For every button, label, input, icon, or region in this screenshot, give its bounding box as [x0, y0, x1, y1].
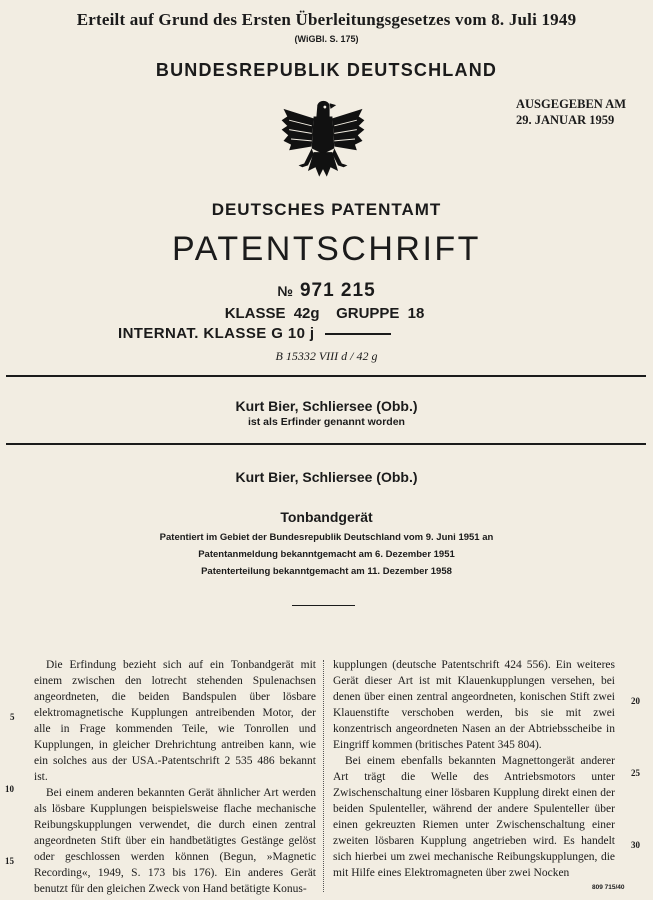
line-number: 20	[631, 696, 640, 706]
file-reference: B 15332 VIII d / 42 g	[275, 349, 378, 363]
federal-eagle-icon	[276, 92, 370, 186]
line-number: 25	[631, 768, 640, 778]
date-line-1: Patentiert im Gebiet der Bundesrepublik Deutschland vom 9. Juni 1951 an	[159, 532, 494, 543]
print-code: 809 715/40	[592, 884, 625, 891]
divider-top	[6, 375, 646, 377]
issue-date-block	[516, 96, 626, 128]
inventor-note: ist als Erfinder genannt worden	[248, 416, 405, 428]
paragraph: Die Erfindung bezieht sich auf ein Tonbandgerät mit einem zwischen den lotrecht stehenden Spulenachsen angeordneten, die beiden Bandspulen über lösbare elektromagnetische Kupplungen antreibenden Motor, der alle in Frage kommenden Teile, wie Tonrollen und Kupplungen, in gleicher Drehrichtung antreiben kann, wie ein solches aus der USA.-Patentschrift 2 535 486 bekannt ist.	[34, 659, 316, 783]
date-line-2: Patentanmeldung bekanntgemacht am 6. Dezember 1951	[198, 549, 455, 560]
line-number: 5	[10, 712, 15, 722]
patent-number	[0, 280, 653, 302]
issue-date-value: 29. JANUAR 1959	[516, 113, 615, 127]
body-column-right	[333, 657, 615, 881]
intern-value: G 10 j	[271, 325, 315, 342]
body-column-left	[34, 657, 316, 897]
column-divider	[323, 660, 324, 892]
gruppe-value: 18	[407, 305, 425, 322]
gruppe-label: GRUPPE	[336, 305, 400, 322]
divider-middle	[6, 443, 646, 445]
international-class-line	[118, 325, 391, 342]
paragraph: kupplungen (deutsche Patentschrift 424 556). Ein weiteres Gerät dieser Art ist mit Klauenkupplungen versehen, bei denen über einen zentral angeordneten, konischen Stift zwei Klauenstifte verschoben werden, bis sie mit zwei konzentrisch angeordneten Nasen an der Abtriebsscheibe in Eingriff kommen (britisches Patent 345 804).	[333, 659, 615, 751]
intern-rule	[325, 333, 391, 335]
paragraph: Bei einem anderen bekannten Gerät ähnlicher Art werden als lösbare Kupplungen beispielsweise flache mechanische Reibungskupplungen verwendet, die durch einen zentral angeordneten Stift über ein handbetätigtes Gestänge gelöst oder geschlossen werden können (Begun, »Magnetic Recording«, 1949, S. 173 bis 176). Ein anderes Gerät benutzt für den gleichen Zweck von Hand betätigte Konus-	[34, 787, 316, 895]
header-legal-line: Erteilt auf Grund des Ersten Überleitungsgesetzes vom 8. Juli 1949	[76, 10, 577, 29]
paragraph: Bei einem ebenfalls bekannten Magnettongerät anderer Art trägt die Welle des Antriebsmotors unter Zwischenschaltung einer lösbaren Kupplung direkt einen der beiden Spulenteller, während der andere Spulenteller über einen gekreuzten Riemen unter Zwischenschaltung einer zweiten lösbaren Kupplung angetrieben wird. Es handelt sich hierbei um zwei mechanische Reibungskupplungen, die mit Hilfe eines Elektromagneten über zwei Nocken	[333, 755, 615, 879]
line-number: 30	[631, 840, 640, 850]
document-type-title: PATENTSCHRIFT	[172, 230, 481, 268]
country-heading: BUNDESREPUBLIK DEUTSCHLAND	[155, 60, 498, 80]
classification-line	[0, 305, 653, 322]
klasse-label: KLASSE	[224, 305, 286, 322]
invention-title: Tonbandgerät	[280, 509, 373, 525]
patent-owner: Kurt Bier, Schliersee (Obb.)	[235, 469, 418, 485]
line-number: 10	[5, 784, 14, 794]
patent-number-prefix: №	[277, 283, 294, 299]
line-number: 15	[5, 856, 14, 866]
office-heading: DEUTSCHES PATENTAMT	[211, 200, 442, 219]
short-rule	[292, 605, 355, 606]
klasse-value: 42g	[293, 305, 320, 322]
patent-number-value: 971 215	[299, 280, 376, 301]
header-legal-reference: (WiGBl. S. 175)	[294, 34, 359, 44]
date-line-3: Patenterteilung bekanntgemacht am 11. Dezember 1958	[201, 566, 452, 577]
intern-label: INTERNAT. KLASSE	[118, 325, 267, 342]
issue-date-label: AUSGEGEBEN AM	[516, 97, 627, 111]
inventor-name: Kurt Bier, Schliersee (Obb.)	[235, 398, 418, 414]
